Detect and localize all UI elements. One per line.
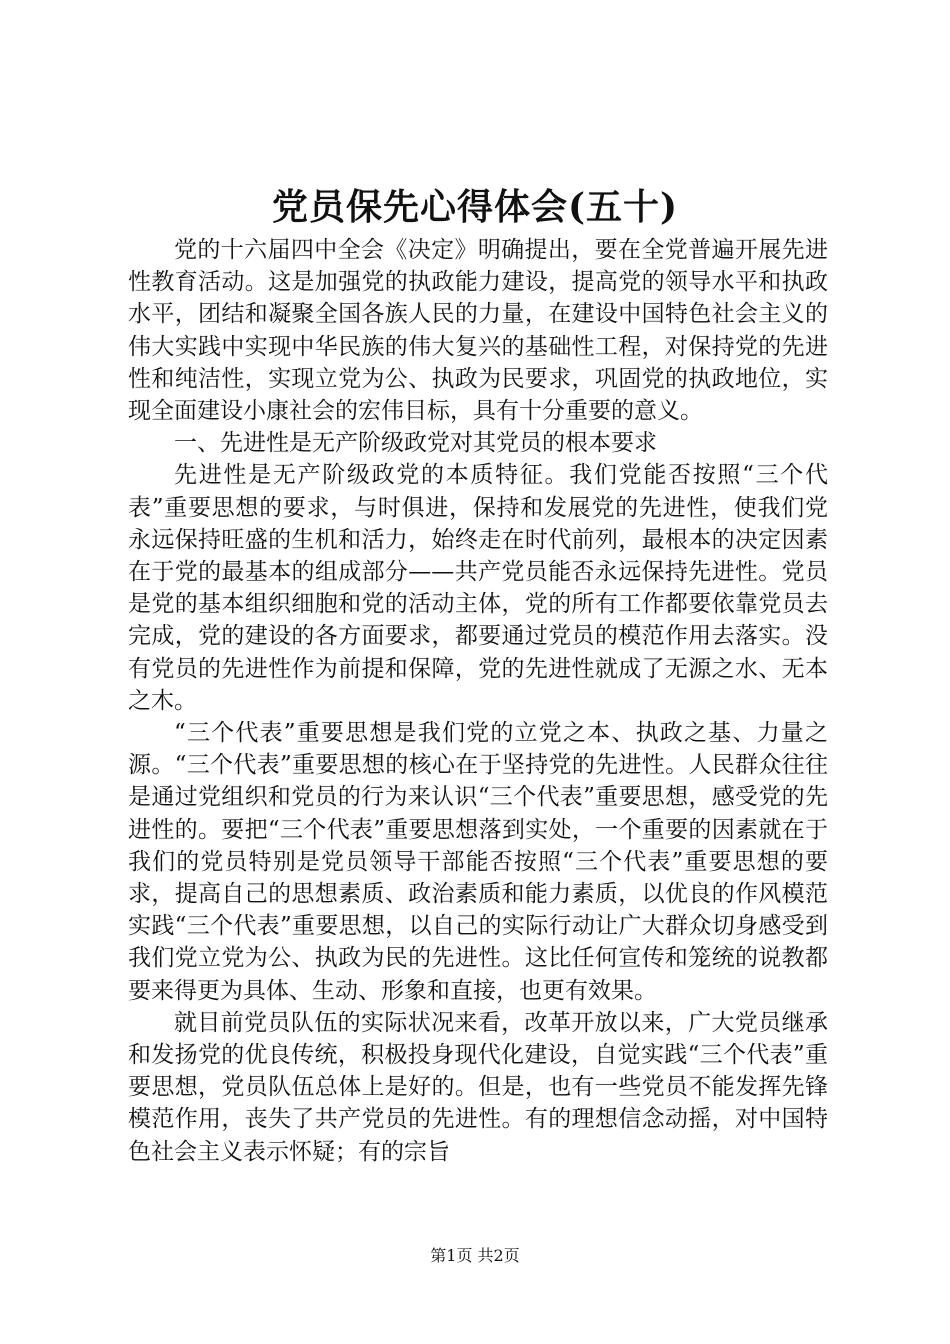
paragraph-three-represents: “三个代表”重要思想是我们党的立党之本、执政之基、力量之源。“三个代表”重要思想的核心在于坚持党的先进性。人民群众往往是通过党组织和党员的行为来认识“三个代表”重要思想，感受党的先进性的。要把“三个代表”重要思想落到实处，一个重要的因素就在于我们的党员特别是党员领导干部能否按照“三个代表”重要思想的要求，提高自己的思想素质、政治素质和能力素质，以优良的作风模范实践“三个代表”重要思想，以自己的实际行动让广大群众切身感受到我们党立党为公、执政为民的先进性。这比任何宣传和笼统的说教都要来得更为具体、生动、形象和直接，也更有效果。 xyxy=(128,720,828,1004)
section-heading: 一、先进性是无产阶级政党对其党员的根本要求 xyxy=(174,430,657,457)
paragraph-advancement: 先进性是无产阶级政党的本质特征。我们党能否按照“三个代表”重要思想的要求，与时俱进，保持和发展党的先进性，使我们党永远保持旺盛的生机和活力，始终走在时代前列，最根本的决定因素在于党的最基本的组成部分——共产党员能否永远保持先进性。党员是党的基本组织细胞和党的活动主体，党的所有工作都要依靠党员去完成，党的建设的各方面要求，都要通过党员的模范作用去落实。没有党员的先进性作为前提和保障，党的先进性就成了无源之水、无本之木。 xyxy=(128,462,828,714)
document-title: 党员保先心得体会(五十) xyxy=(271,186,679,228)
paragraph-intro: 党的十六届四中全会《决定》明确提出，要在全党普遍开展先进性教育活动。这是加强党的执政能力建设，提高党的领导水平和执政水平，团结和凝聚全国各族人民的力量，在建设中国特色社会主义的伟大实践中实现中华民族的伟大复兴的基础性工程，对保持党的先进性和纯洁性，实现立党为公、执政为民要求，巩固党的执政地位，实现全面建设小康社会的宏伟目标，具有十分重要的意义。 xyxy=(128,237,828,425)
document-body xyxy=(128,234,828,1168)
paragraph-current-status: 就目前党员队伍的实际状况来看，改革开放以来，广大党员继承和发扬党的优良传统，积极投身现代化建设，自觉实践“三个代表”重要思想，党员队伍总体上是好的。但是，也有一些党员不能发挥先锋模范作用，丧失了共产党员的先进性。有的理想信念动摇，对中国特色社会主义表示怀疑；有的宗旨 xyxy=(128,1009,828,1165)
page-footer: 第1页 共2页 xyxy=(430,1246,520,1265)
